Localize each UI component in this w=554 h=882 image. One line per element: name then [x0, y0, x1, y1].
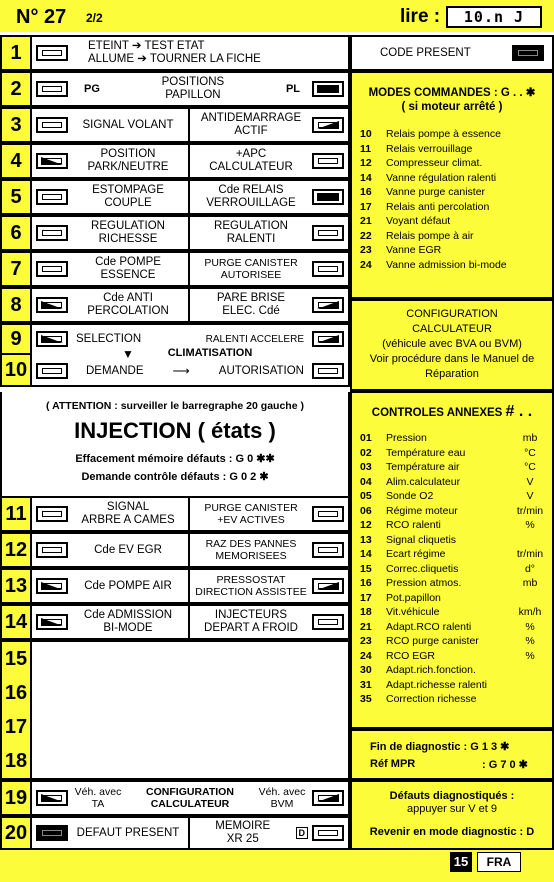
bargraph-icon	[312, 81, 344, 97]
row-number: 7	[2, 253, 32, 285]
bargraph-icon	[36, 363, 68, 379]
row-14	[0, 604, 350, 640]
controle-unit: %	[525, 519, 535, 531]
mode-item	[360, 185, 552, 200]
controles-annexes-panel	[350, 391, 554, 729]
row-number: 19	[2, 782, 32, 814]
mode-code: 14	[360, 171, 372, 184]
row-6	[0, 215, 350, 251]
bargraph-icon	[36, 225, 68, 241]
controle-item	[360, 547, 552, 562]
modes-list	[360, 127, 552, 272]
modes-commandes-panel	[350, 71, 554, 299]
row-number: 15	[2, 642, 32, 676]
controle-label: Adapt.richesse ralenti	[386, 678, 487, 691]
row-number: 5	[2, 181, 32, 213]
modes-title: MODES COMMANDES : G . . ✱	[368, 87, 536, 99]
row-label: +EV ACTIVES	[217, 514, 285, 526]
row-label: Véh. avec	[258, 786, 306, 798]
bargraph-icon	[512, 45, 544, 61]
modes-subtitle: ( si moteur arrêté )	[401, 101, 503, 113]
controle-code: 01	[360, 432, 372, 444]
row-label: PRESSOSTAT	[216, 574, 286, 586]
controle-label: Adapt.rich.fonction.	[386, 664, 476, 676]
bargraph-icon	[36, 578, 68, 594]
row-number: 8	[2, 289, 32, 321]
controle-code: 15	[360, 562, 372, 575]
controle-code: 12	[360, 519, 372, 531]
bargraph-icon	[312, 614, 344, 630]
row-label: DEPART A FROID	[204, 622, 298, 634]
controle-code: 31	[360, 678, 372, 691]
row-number: 14	[2, 606, 32, 638]
mode-label: Compresseur climat.	[386, 157, 483, 169]
bargraph-icon	[36, 542, 68, 558]
fin-diagnostic-panel	[350, 729, 554, 780]
controle-label: Sonde O2	[386, 490, 434, 502]
row-label: BI-MODE	[103, 622, 153, 634]
row-label: ARBRE A CAMES	[81, 514, 175, 526]
row-1	[0, 35, 350, 71]
bargraph-icon	[312, 578, 344, 594]
row-number: 6	[2, 217, 32, 249]
controle-item	[360, 446, 552, 461]
controle-label: Pression	[386, 432, 427, 444]
ref-mpr-label: Réf MPR	[370, 758, 416, 770]
rows-15-18	[0, 640, 350, 780]
bargraph-icon	[36, 297, 68, 313]
bargraph-icon	[312, 297, 344, 313]
controle-unit: mb	[522, 432, 538, 444]
injection-title: INJECTION ( états )	[74, 418, 276, 443]
controle-label: Ecart régime	[386, 548, 446, 560]
controle-item	[360, 518, 552, 533]
mode-item	[360, 127, 552, 142]
row-label: POSITION	[100, 148, 156, 160]
row-13	[0, 568, 350, 604]
row-8	[0, 287, 350, 323]
row-7	[0, 251, 350, 287]
row-label: TA	[91, 798, 105, 810]
row-number: 2	[2, 73, 32, 105]
injection-block	[0, 392, 350, 496]
controle-unit: V	[526, 475, 534, 488]
controle-code: 35	[360, 693, 372, 705]
controle-item	[360, 591, 552, 606]
bargraph-icon	[312, 363, 344, 379]
controle-item	[360, 634, 552, 649]
controle-item	[360, 678, 552, 693]
defauts-title: Défauts diagnostiqués :	[389, 790, 515, 802]
row-label: MEMORISEES	[215, 550, 287, 562]
controle-code: 05	[360, 490, 372, 502]
demande-text: Demande contrôle défauts : G 0 2 ✱	[81, 471, 269, 483]
mode-label: Relais pompe à air	[386, 229, 474, 242]
controle-item	[360, 649, 552, 664]
controle-code: 18	[360, 606, 372, 618]
bargraph-icon	[312, 153, 344, 169]
mode-code: 17	[360, 200, 372, 213]
row-label: PERCOLATION	[87, 305, 169, 317]
row-label: AUTORISEE	[220, 269, 282, 281]
controle-label: Température eau	[386, 446, 466, 459]
attention-note: ( ATTENTION : surveiller le barregraphe 20 gauche )	[46, 400, 304, 412]
row-2	[0, 71, 350, 107]
bargraph-icon	[36, 506, 68, 522]
mode-item	[360, 243, 552, 258]
mode-code: 16	[360, 186, 372, 198]
controle-label: Pot.papillon	[386, 591, 441, 604]
row-label: ANTIDEMARRAGE	[200, 112, 302, 124]
controle-unit: mb	[522, 577, 538, 589]
mode-label: Relais verrouillage	[386, 142, 473, 155]
bargraph-icon	[36, 790, 68, 806]
controle-item	[360, 460, 552, 475]
row-label: RALENTI ACCELERE	[205, 333, 304, 345]
mode-item	[360, 142, 552, 157]
controle-code: 17	[360, 591, 372, 604]
bargraph-icon	[36, 614, 68, 630]
row-label: ESTOMPAGE	[92, 184, 164, 196]
controle-unit: °C	[524, 461, 536, 473]
mode-code: 10	[360, 128, 372, 140]
controles-list	[360, 431, 552, 707]
row-3	[0, 107, 350, 143]
row-label: Cde ANTI	[103, 292, 153, 304]
lire-value: 10.n J	[446, 6, 542, 28]
row-number: 9	[2, 325, 32, 355]
mode-code: 23	[360, 244, 372, 256]
row-label: CONFIGURATION	[146, 786, 234, 798]
mode-label: Relais anti percolation	[386, 200, 490, 213]
row-number: 1	[2, 37, 32, 69]
row-label: Cde EV EGR	[94, 543, 162, 556]
controle-unit: °C	[524, 446, 536, 459]
controle-item	[360, 489, 552, 504]
row-number: 18	[2, 744, 32, 778]
controle-unit: tr/min	[516, 504, 544, 517]
bargraph-icon	[36, 331, 68, 347]
row-number: 17	[2, 710, 32, 744]
config-subtitle: (véhicule avec BVA ou BVM)	[382, 338, 522, 350]
row-label: Véh. avec	[74, 786, 122, 798]
row-label: DEMANDE	[86, 365, 144, 377]
doc-page: 2/2	[86, 11, 103, 25]
mode-code: 22	[360, 229, 372, 242]
row-label: +APC	[235, 148, 267, 160]
row-label: Cde POMPE	[95, 256, 161, 268]
controle-code: 02	[360, 446, 372, 459]
row-label: Cde RELAIS	[218, 184, 284, 196]
row-label: ESSENCE	[100, 269, 156, 281]
bargraph-icon	[36, 45, 68, 61]
bargraph-icon	[36, 153, 68, 169]
row-label: PARE BRISE	[216, 292, 286, 304]
row-4	[0, 143, 350, 179]
controle-label: RCO purge canister	[386, 635, 479, 647]
controle-unit: V	[526, 490, 534, 502]
controle-label: Signal cliquetis	[386, 533, 457, 546]
mode-item	[360, 214, 552, 229]
bargraph-icon	[312, 225, 344, 241]
bargraph-icon	[312, 261, 344, 277]
bargraph-icon	[36, 189, 68, 205]
row-number: 4	[2, 145, 32, 177]
row-number: 12	[2, 534, 32, 566]
controle-code: 23	[360, 635, 372, 647]
arrow-down-icon: ▼	[122, 347, 134, 361]
row-label: XR 25	[226, 833, 259, 845]
row-label: Cde ADMISSION	[83, 609, 173, 621]
mode-code: 24	[360, 258, 372, 271]
config-title: CALCULATEUR	[412, 323, 492, 335]
controle-code: 30	[360, 664, 372, 676]
row-label: ALLUME ➔ TOURNER LA FICHE	[88, 53, 261, 65]
row-label: PURGE CANISTER	[204, 257, 298, 269]
row-label: PAPILLON	[165, 89, 221, 101]
controle-label: Correc.cliquetis	[386, 562, 459, 575]
controles-title: CONTROLES ANNEXES	[371, 407, 503, 419]
controle-unit: %	[525, 620, 535, 633]
controle-item	[360, 533, 552, 548]
mode-item	[360, 258, 552, 273]
page-number: 15	[450, 852, 472, 872]
controle-code: 24	[360, 649, 372, 662]
bargraph-icon	[312, 506, 344, 522]
pl-label: PL	[285, 83, 300, 95]
controle-label: Alim.calculateur	[386, 475, 461, 488]
controle-code: 14	[360, 548, 372, 560]
code-present-label: CODE PRESENT	[380, 47, 471, 59]
row-label: PURGE CANISTER	[204, 502, 298, 514]
revenir-text: Revenir en mode diagnostic : D	[369, 826, 535, 838]
ref-mpr-value: : G 7 0 ✱	[482, 759, 528, 771]
row-label: CALCULATEUR	[209, 161, 293, 173]
controles-mark: # . .	[505, 403, 533, 420]
mode-code: 12	[360, 157, 372, 169]
row-label: ETEINT ➔ TEST ETAT	[88, 40, 205, 52]
config-text: Voir procédure dans le Manuel de	[369, 353, 535, 365]
controle-label: Pression atmos.	[386, 577, 462, 589]
mode-item	[360, 200, 552, 215]
mode-label: Vanne régulation ralenti	[386, 171, 497, 184]
row-label: RAZ DES PANNES	[205, 538, 297, 550]
bargraph-icon	[36, 261, 68, 277]
row-label: ACTIF	[234, 125, 268, 137]
row-9-10	[0, 323, 350, 387]
bargraph-icon	[36, 81, 68, 97]
row-label: COUPLE	[104, 197, 152, 209]
controle-code: 06	[360, 504, 372, 517]
row-19	[0, 780, 350, 816]
row-11	[0, 496, 350, 532]
mode-code: 21	[360, 215, 372, 227]
mode-label: Relais pompe à essence	[386, 128, 501, 140]
controle-code: 13	[360, 533, 372, 546]
row-label: SIGNAL VOLANT	[82, 118, 174, 131]
mode-label: Vanne admission bi-mode	[386, 258, 507, 271]
controle-code: 16	[360, 577, 372, 589]
row-number: 13	[2, 570, 32, 602]
row-label: AUTORISATION	[218, 365, 304, 377]
controle-code: 03	[360, 461, 372, 473]
controle-item	[360, 663, 552, 678]
controle-code: 21	[360, 620, 372, 633]
climatisation-label: CLIMATISATION	[167, 347, 253, 359]
row-label: POSITIONS	[161, 76, 225, 88]
controle-item	[360, 475, 552, 490]
pg-label: PG	[84, 83, 100, 95]
doc-number: N° 27	[16, 6, 67, 28]
mode-label: Vanne purge canister	[386, 186, 486, 198]
row-number: 3	[2, 109, 32, 141]
row-label: DEFAUT PRESENT	[76, 826, 180, 839]
mode-item	[360, 156, 552, 171]
row-label: REGULATION	[91, 220, 165, 232]
effacement-text: Effacement mémoire défauts : G 0 ✱✱	[75, 453, 275, 465]
controle-item	[360, 504, 552, 519]
arrow-right-icon: ⟶	[172, 364, 190, 378]
controle-unit: %	[525, 635, 535, 647]
row-12	[0, 532, 350, 568]
bargraph-icon	[312, 825, 344, 841]
config-title: CONFIGURATION	[406, 308, 498, 320]
bargraph-icon	[312, 790, 344, 806]
controle-unit: %	[525, 649, 535, 662]
config-text: Réparation	[425, 368, 479, 380]
row-label: SELECTION	[76, 333, 142, 345]
defauts-text: appuyer sur V et 9	[407, 803, 497, 815]
controle-item	[360, 431, 552, 446]
configuration-panel	[350, 299, 554, 391]
row-label: CALCULATEUR	[150, 798, 230, 810]
row-label: REGULATION	[214, 220, 288, 232]
row-label: Cde POMPE AIR	[84, 579, 172, 592]
bargraph-icon	[312, 117, 344, 133]
controle-unit: tr/min	[516, 548, 544, 560]
bargraph-icon	[36, 117, 68, 133]
controle-code: 04	[360, 475, 372, 488]
row-label: BVM	[270, 798, 294, 810]
code-present-panel	[350, 35, 554, 71]
row-number: 10	[2, 355, 32, 385]
row-label: RICHESSE	[98, 233, 158, 245]
d-box: D	[296, 827, 309, 839]
row-label: DIRECTION ASSISTEE	[195, 586, 307, 598]
controle-unit: d°	[524, 562, 536, 575]
bargraph-icon	[312, 542, 344, 558]
language-tag: FRA	[477, 852, 521, 872]
controle-item	[360, 620, 552, 635]
controle-item	[360, 692, 552, 707]
mode-label: Voyant défaut	[386, 215, 451, 227]
controle-label: RCO EGR	[386, 649, 436, 662]
controle-item	[360, 605, 552, 620]
row-number: 20	[2, 818, 32, 848]
mode-code: 11	[360, 142, 372, 155]
lire-label: lire :	[400, 6, 441, 27]
row-number: 16	[2, 676, 32, 710]
bargraph-icon	[312, 189, 344, 205]
fin-diagnostic-label: Fin de diagnostic : G 1 3 ✱	[370, 741, 510, 753]
row-label: VERROUILLAGE	[206, 197, 296, 209]
mode-item	[360, 171, 552, 186]
controle-label: Correction richesse	[386, 693, 477, 705]
mode-label: Vanne EGR	[386, 244, 442, 256]
controle-label: Vit.véhicule	[386, 606, 440, 618]
row-20	[0, 816, 350, 850]
controle-label: RCO ralenti	[386, 519, 441, 531]
defauts-panel	[350, 780, 554, 850]
controle-label: Température air	[386, 461, 460, 473]
row-label: PARK/NEUTRE	[87, 161, 169, 173]
controle-unit: km/h	[518, 606, 542, 618]
row-label: MEMOIRE	[215, 820, 271, 832]
mode-item	[360, 229, 552, 244]
controle-label: Adapt.RCO ralenti	[386, 620, 472, 633]
controle-item	[360, 576, 552, 591]
row-5	[0, 179, 350, 215]
row-label: SIGNAL	[106, 501, 150, 513]
bargraph-icon	[312, 331, 344, 347]
row-label: RALENTI	[226, 233, 276, 245]
row-number: 11	[2, 498, 32, 530]
controle-label: Régime moteur	[386, 504, 458, 517]
row-label: INJECTEURS	[214, 609, 288, 621]
controle-item	[360, 562, 552, 577]
row-label: ELEC. Cdé	[222, 305, 280, 317]
bargraph-icon	[36, 825, 68, 841]
